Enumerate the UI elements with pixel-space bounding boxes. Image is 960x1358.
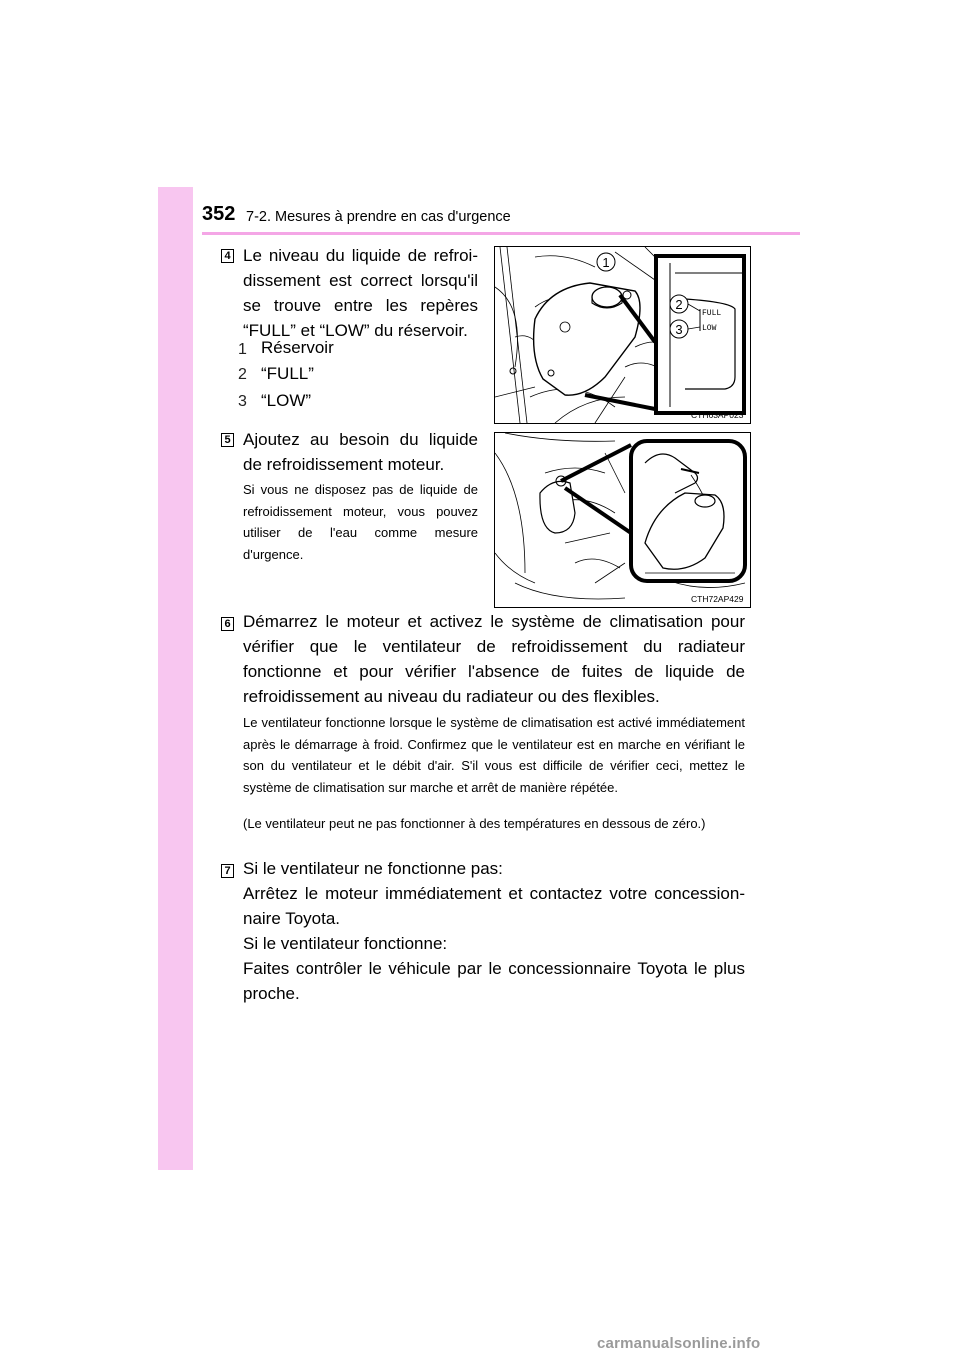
step-7-line-fan-not-working: Si le ventilateur ne fonctionne pas:	[243, 859, 503, 878]
step-number-4: 4	[221, 249, 234, 263]
header-rule	[202, 232, 800, 235]
callout-3: 3	[675, 322, 683, 337]
step-number-6: 6	[221, 617, 234, 631]
item-label-low: “LOW”	[261, 391, 312, 410]
step-7-para2	[243, 931, 745, 1006]
section-title: 7-2. Mesures à prendre en cas d'urgence	[246, 209, 511, 225]
step-7-line-have-checked: Faites contrôler le véhicule par le concessionnaire Toyota le plus proche.	[243, 959, 745, 1003]
step-7-line-stop-engine: Arrêtez le moteur immédiatement et contactez votre concession-naire Toyota.	[243, 884, 745, 928]
step-7-para1	[243, 856, 745, 931]
step-4-text: Le niveau du liquide de refroi-dissement est correct lorsqu'il se trouve entre les repères “FULL” et “LOW” du réservoir.	[243, 246, 478, 340]
callout-2: 2	[675, 297, 683, 312]
mark-low-label: LOW	[702, 324, 717, 333]
step-number-5: 5	[221, 433, 234, 447]
figure-code-2: CTH72AP429	[691, 594, 744, 604]
callout-1: 1	[602, 255, 610, 270]
page-number: 352	[202, 203, 236, 225]
side-tab-bar	[158, 187, 193, 1170]
step-6-text: Démarrez le moteur et activez le système de climatisation pour vérifier que le ventilateur de refroidissement du radiateur fonctionne et pour vérifier l'absence de fuites de liquide de refroidissement au niveau du radiateur ou des flexibles.	[243, 612, 745, 706]
mark-full-label: FULL	[702, 309, 722, 318]
watermark: carmanualsonline.info	[597, 1335, 761, 1352]
item-label-full: “FULL”	[261, 364, 314, 383]
item-number-3: 3	[238, 393, 247, 410]
step-6-note-2: (Le ventilateur peut ne pas fonctionner à des températures en dessous de zéro.)	[243, 816, 706, 831]
figure-coolant-reservoir	[494, 246, 751, 424]
step-7-line-fan-working: Si le ventilateur fonctionne:	[243, 934, 448, 953]
figure-adding-coolant	[494, 432, 751, 608]
figure-code-1: CTH63AP023	[691, 410, 744, 420]
item-number-1: 1	[238, 341, 247, 358]
step-6-note: Le ventilateur fonctionne lorsque le système de climatisation est activé immédiatement après le démarrage à froid. Confirmez que le ventilateur est en marche en vérifiant le son du ventilateur et le débit d'air. S'il vous est difficile de vérifier ceci, mettez le système de climatisation sur marche et arrêt de manière répétée.	[243, 715, 745, 795]
item-label-reservoir: Réservoir	[261, 338, 334, 357]
item-number-2: 2	[238, 366, 247, 383]
step-5-note: Si vous ne disposez pas de liquide de refroidissement moteur, vous pouvez utiliser de l'eau comme mesure d'urgence.	[243, 482, 478, 562]
step-5-text: Ajoutez au besoin du liquide de refroidissement moteur.	[243, 430, 478, 474]
step-number-7: 7	[221, 864, 234, 878]
